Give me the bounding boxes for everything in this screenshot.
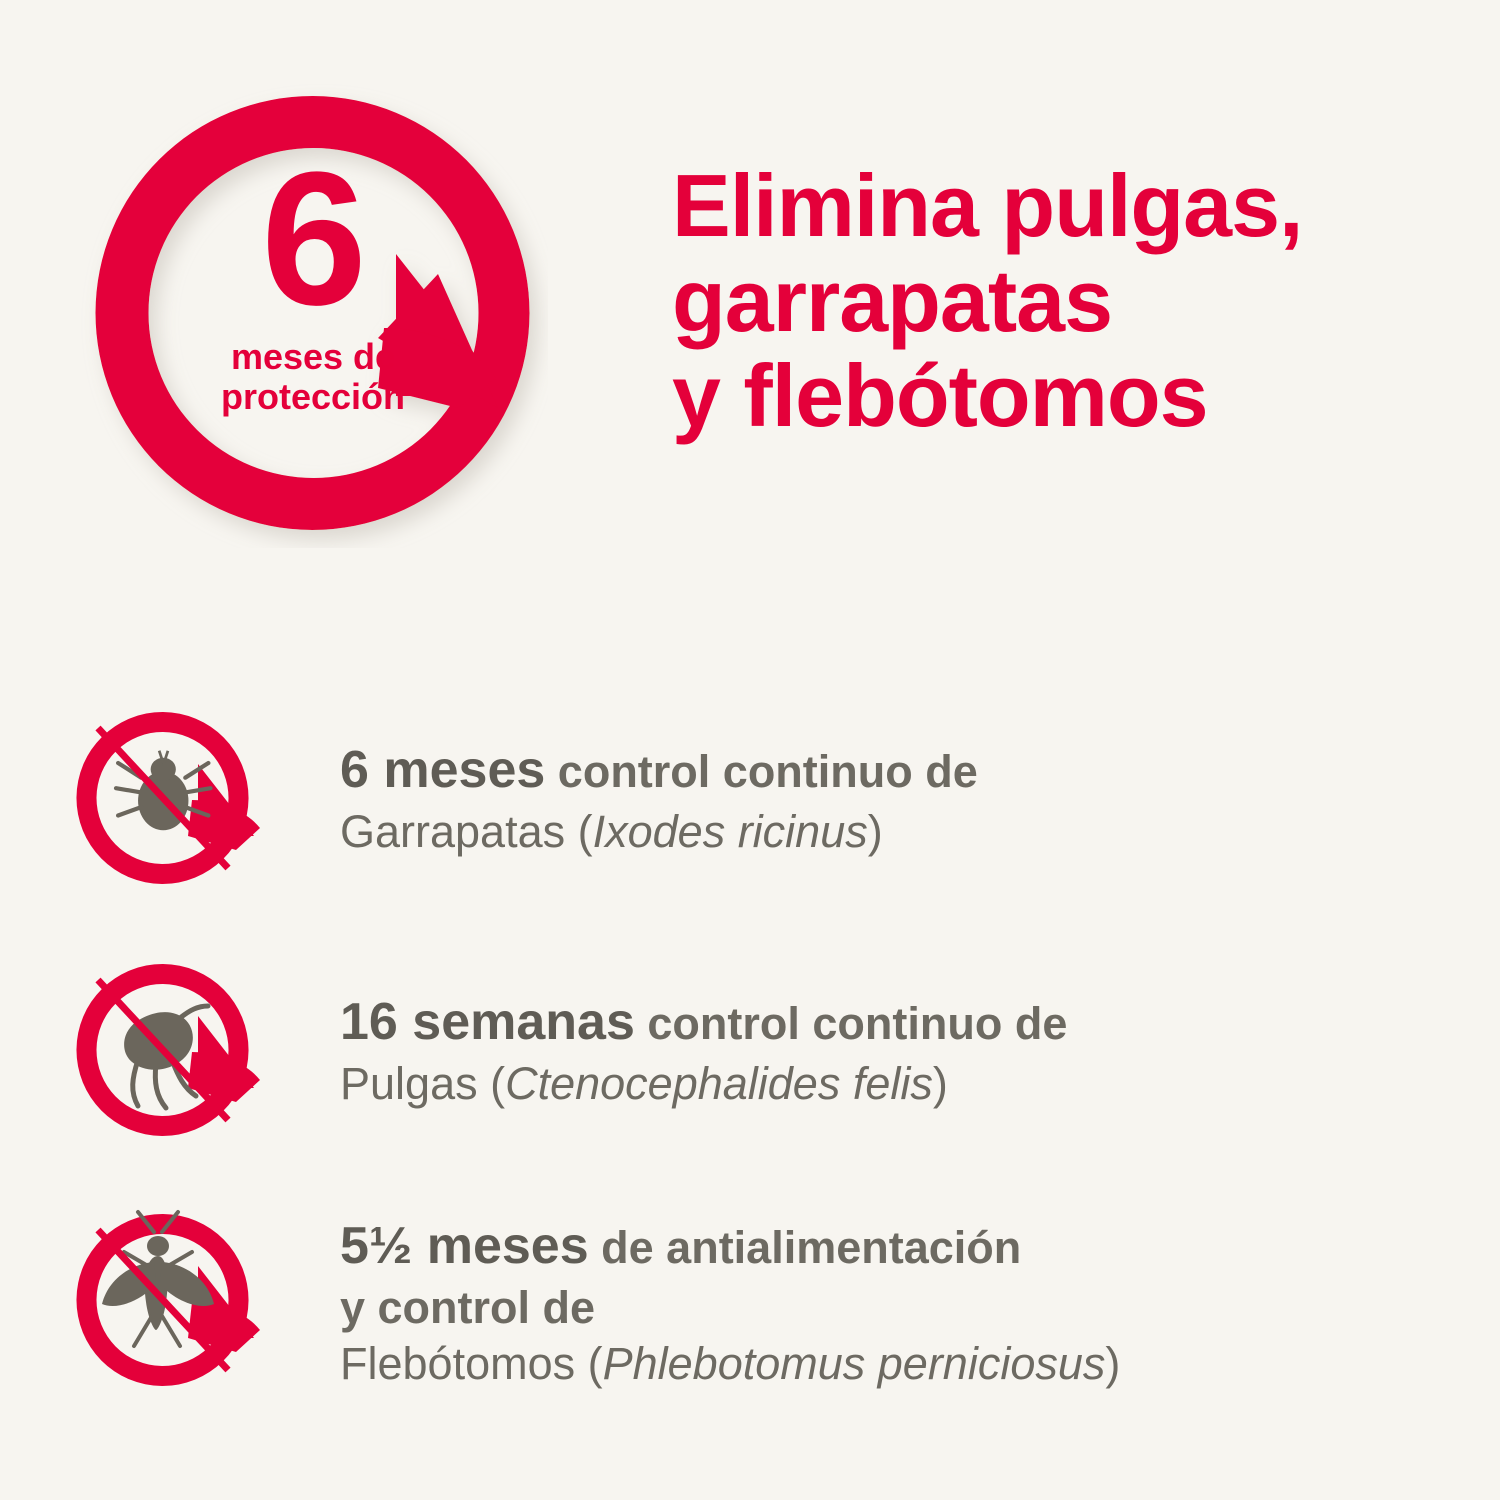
page-title-line1: Elimina pulgas, [672, 156, 1303, 255]
no-sandfly-icon [68, 1206, 278, 1406]
feature-detail-plain: Flebótomos ( [340, 1338, 603, 1390]
feature-detail-italic: Ctenocephalides felis [505, 1057, 933, 1109]
protection-badge [78, 78, 548, 548]
badge-subtitle-line2: protección [220, 376, 406, 418]
no-tick-icon [68, 704, 278, 904]
badge-number: 6 [261, 133, 365, 345]
page-title [672, 156, 1462, 446]
badge-subtitle-line1: meses de [230, 335, 396, 377]
feature-lead: 16 semanas [340, 993, 635, 1051]
feature-lead-rest: control continuo de [634, 998, 1068, 1049]
feature-lead-rest: de antialimentación [588, 1222, 1022, 1273]
feature-text [340, 690, 1460, 860]
circular-arrow-icon [78, 78, 548, 548]
feature-lead: 5½ meses [340, 1217, 589, 1275]
feature-text [340, 1188, 1460, 1393]
list-item [0, 690, 1500, 890]
feature-detail-italic: Ixodes ricinus [592, 805, 868, 857]
feature-text [340, 942, 1460, 1112]
hero-section [0, 0, 1500, 640]
feature-detail-tail: ) [867, 805, 883, 857]
page-title-line3: y flebótomos [672, 346, 1208, 446]
feature-detail-plain: Pulgas ( [340, 1057, 506, 1109]
page-title-line2: garrapatas [672, 251, 1113, 351]
feature-lead: 6 meses [340, 741, 546, 799]
feature-detail-plain: Garrapatas ( [340, 805, 593, 857]
list-item [0, 942, 1500, 1142]
list-item [0, 1188, 1500, 1393]
feature-lead-rest2: y control de [340, 1281, 596, 1333]
feature-detail-tail: ) [932, 1057, 948, 1109]
feature-lead-rest: control continuo de [545, 746, 978, 797]
no-flea-icon [68, 956, 278, 1156]
feature-list [0, 690, 1500, 1393]
feature-detail-tail: ) [1105, 1338, 1121, 1390]
feature-detail-italic: Phlebotomus perniciosus [602, 1338, 1106, 1390]
